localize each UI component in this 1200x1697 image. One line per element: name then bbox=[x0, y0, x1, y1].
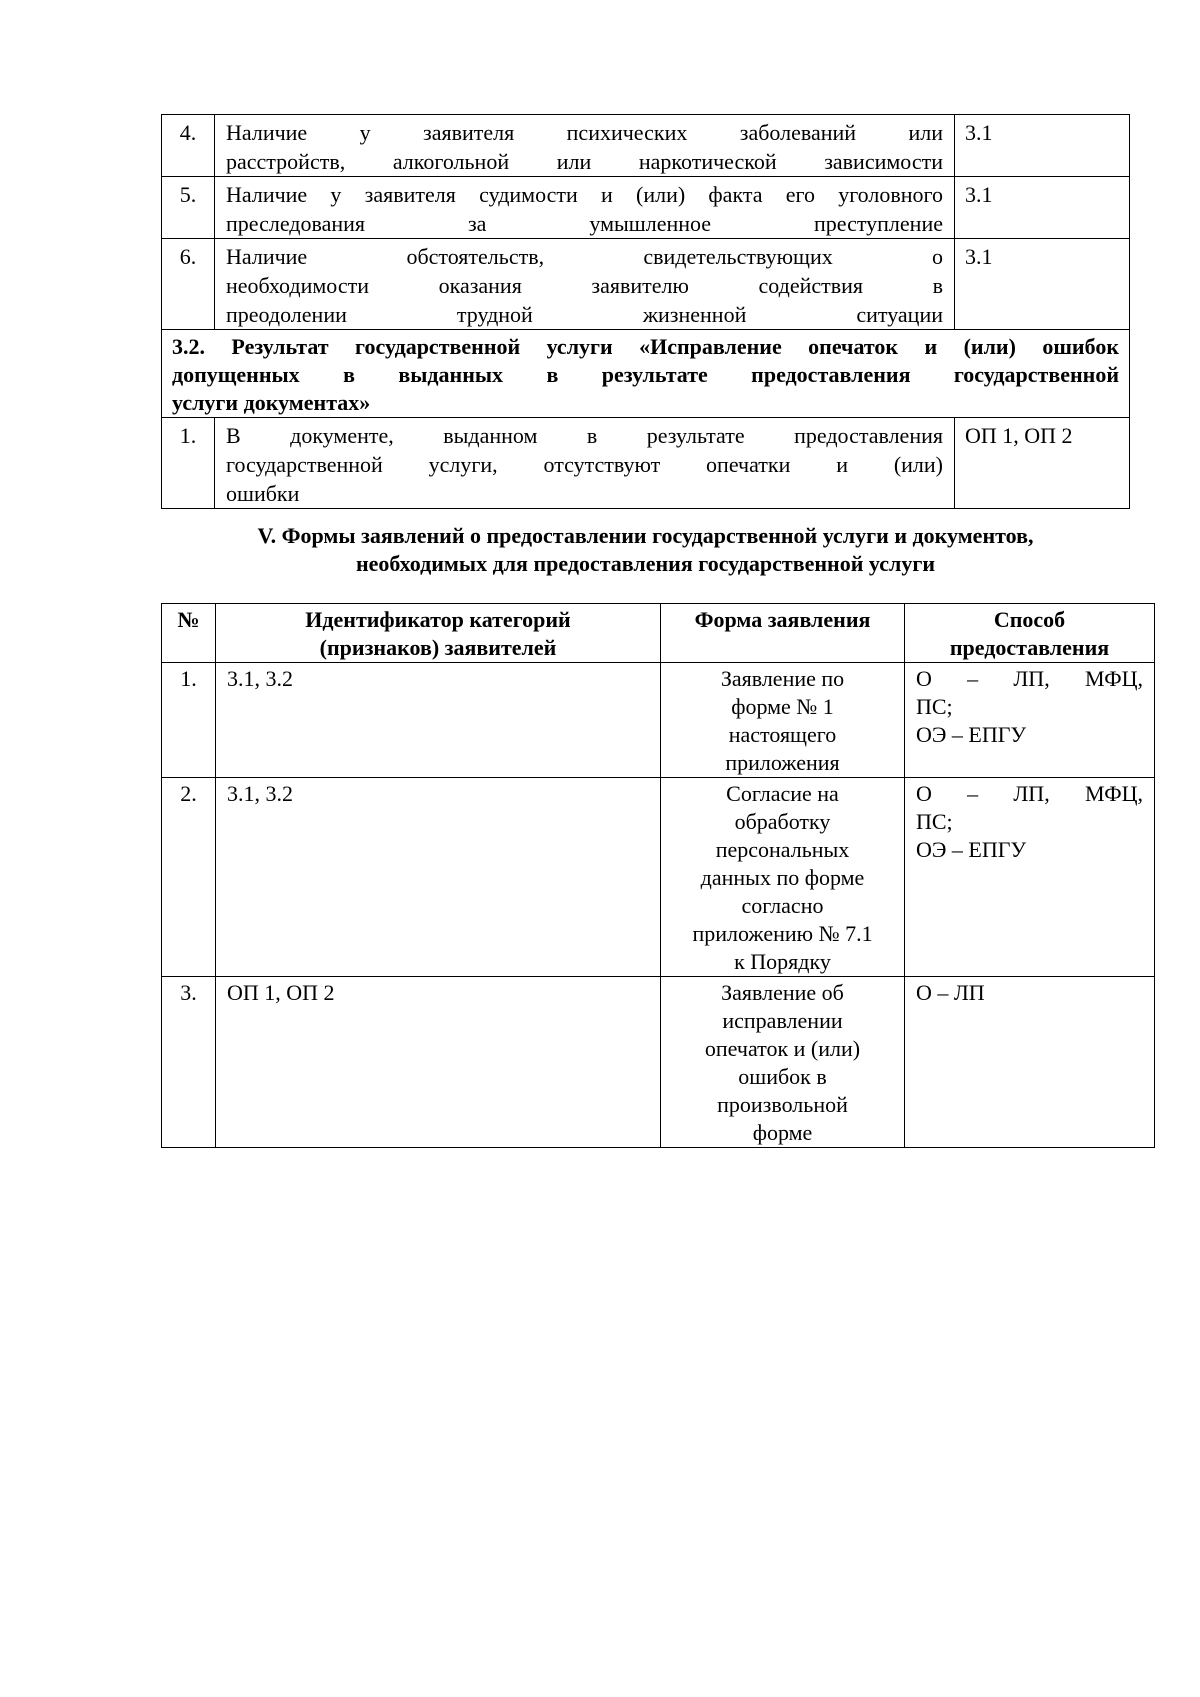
text-line: ПС; bbox=[916, 694, 953, 719]
table-row bbox=[162, 778, 1155, 977]
header-row bbox=[162, 604, 1155, 663]
header-number: № bbox=[162, 604, 216, 663]
text-line: Заявление по bbox=[720, 666, 845, 691]
text-line: настоящего bbox=[728, 722, 837, 747]
section-heading bbox=[162, 330, 1130, 418]
forms-table bbox=[161, 603, 1155, 1148]
text-line: государственной услуги, отсутствуют опечатки и (или) bbox=[226, 452, 943, 477]
criterion-code: 3.1 bbox=[955, 239, 1130, 330]
text-line: Наличие обстоятельств, свидетельствующих о bbox=[226, 244, 943, 269]
text-line: В документе, выданном в результате предоставления bbox=[226, 423, 943, 448]
text-line: преодолении трудной жизненной ситуации bbox=[226, 302, 943, 327]
method-cell bbox=[905, 977, 1155, 1148]
text-line: к Порядку bbox=[734, 949, 831, 974]
text-line: Наличие у заявителя психических заболеваний или bbox=[226, 120, 943, 145]
form-cell bbox=[661, 977, 905, 1148]
method-cell bbox=[905, 778, 1155, 977]
text-line: ПС; bbox=[916, 809, 953, 834]
method-cell bbox=[905, 663, 1155, 778]
criterion-text bbox=[215, 115, 955, 177]
text-line: услуги документах» bbox=[172, 390, 371, 415]
text-line: ошибки bbox=[226, 481, 300, 506]
text-line: ошибок в bbox=[738, 1064, 827, 1089]
text-line: необходимости оказания заявителю содействия в bbox=[226, 273, 943, 298]
criterion-text bbox=[215, 177, 955, 239]
text-line: Наличие у заявителя судимости и (или) факта его уголовного bbox=[226, 182, 943, 207]
text-line: форме № 1 bbox=[731, 694, 834, 719]
table-row bbox=[162, 115, 1130, 177]
table-row bbox=[162, 663, 1155, 778]
criterion-code: 3.1 bbox=[955, 115, 1130, 177]
text-line: ОЭ – ЕПГУ bbox=[916, 837, 1027, 862]
section-row bbox=[162, 330, 1130, 418]
header-line: Идентификатор категорий bbox=[305, 607, 571, 632]
identifier-cell: ОП 1, ОП 2 bbox=[216, 977, 661, 1148]
text-line: О – ЛП, МФЦ, bbox=[916, 666, 1143, 691]
text-line: исправлении bbox=[722, 1008, 843, 1033]
identifier-cell: 3.1, 3.2 bbox=[216, 778, 661, 977]
text-line: допущенных в выданных в результате предоставления государственной bbox=[172, 362, 1119, 387]
text-line: персональных bbox=[715, 837, 850, 862]
text-line: опечаток и (или) bbox=[704, 1036, 861, 1061]
form-cell bbox=[661, 663, 905, 778]
form-cell bbox=[661, 778, 905, 977]
text-line: приложения bbox=[725, 750, 840, 775]
table-row bbox=[162, 977, 1155, 1148]
header-line: Способ bbox=[993, 607, 1066, 632]
table-row bbox=[162, 418, 1130, 509]
row-number: 1. bbox=[162, 663, 216, 778]
section-title bbox=[161, 522, 1130, 578]
criteria-table bbox=[161, 114, 1130, 509]
header-form: Форма заявления bbox=[661, 604, 905, 663]
text-line: данных по форме bbox=[700, 865, 865, 890]
text-line: произвольной bbox=[717, 1092, 848, 1117]
identifier-cell: 3.1, 3.2 bbox=[216, 663, 661, 778]
text-line: согласно bbox=[741, 893, 824, 918]
text-line: преследования за умышленное преступление bbox=[226, 211, 943, 236]
header-line: предоставления bbox=[949, 635, 1110, 660]
criterion-code: ОП 1, ОП 2 bbox=[955, 418, 1130, 509]
text-line: 3.2. Результат государственной услуги «Исправление опечаток и (или) ошибок bbox=[172, 334, 1119, 359]
header-identifier bbox=[216, 604, 661, 663]
table-row bbox=[162, 177, 1130, 239]
text-line: форме bbox=[752, 1120, 813, 1145]
criterion-text bbox=[215, 239, 955, 330]
text-line: Согласие на bbox=[726, 781, 839, 806]
text-line: обработку bbox=[734, 809, 831, 834]
criterion-code: 3.1 bbox=[955, 177, 1130, 239]
text-line: ОЭ – ЕПГУ bbox=[916, 722, 1027, 747]
row-number: 1. bbox=[162, 418, 215, 509]
row-number: 6. bbox=[162, 239, 215, 330]
text-line: О – ЛП, МФЦ, bbox=[916, 781, 1143, 806]
text-line: Заявление об bbox=[721, 980, 844, 1005]
table-row bbox=[162, 239, 1130, 330]
criterion-text bbox=[215, 418, 955, 509]
text-line: О – ЛП bbox=[916, 980, 985, 1005]
title-line: необходимых для предоставления государственной услуги bbox=[355, 551, 935, 576]
row-number: 5. bbox=[162, 177, 215, 239]
row-number: 3. bbox=[162, 977, 216, 1148]
header-method bbox=[905, 604, 1155, 663]
row-number: 4. bbox=[162, 115, 215, 177]
title-line: V. Формы заявлений о предоставлении государственной услуги и документов, bbox=[257, 523, 1034, 548]
header-line: (признаков) заявителей bbox=[319, 635, 557, 660]
row-number: 2. bbox=[162, 778, 216, 977]
text-line: расстройств, алкогольной или наркотической зависимости bbox=[226, 149, 943, 174]
text-line: приложению № 7.1 bbox=[692, 921, 873, 946]
